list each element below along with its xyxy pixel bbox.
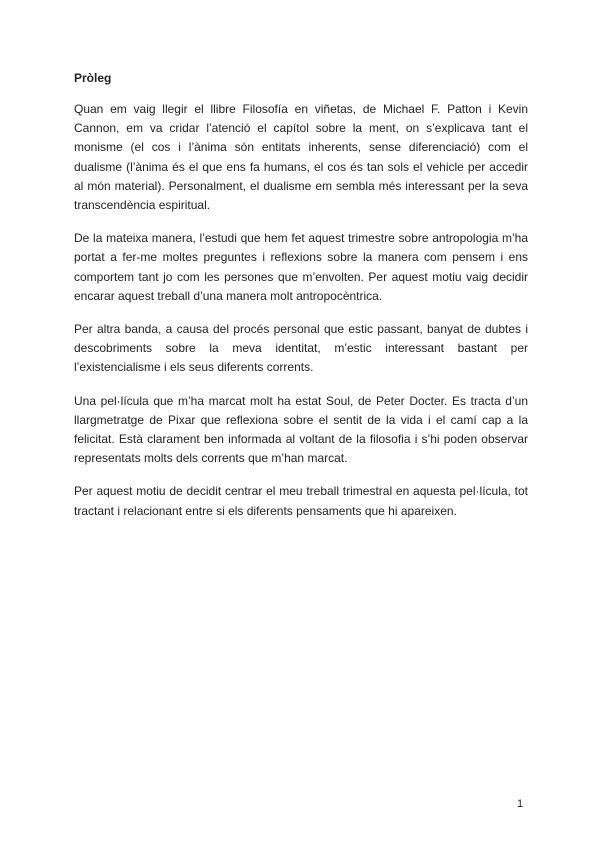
page-content bbox=[74, 70, 528, 535]
section-heading: Pròleg bbox=[74, 71, 112, 85]
paragraph-3: Per altra banda, a causa del procés personal que estic passant, banyat de dubtes i descobriments sobre la meva identitat, m’estic interessant bastant per l’existencialisme i els seus diferents corrents. bbox=[74, 322, 528, 375]
paragraph-1: Quan em vaig llegir el llibre Filosofía en viñetas, de Michael F. Patton i Kevin Cannon, em va cridar l’atenció el capítol sobre la ment, on s’explicava tant el monisme (el cos i l’ànima són entitats inherents, sense diferenciació) com el dualisme (l’ànima és el que ens fa humans, el cos és tan sols el vehicle per accedir al món material). Personalment, el dualisme em sembla més interessant per la seva transcendència espiritual. bbox=[74, 102, 528, 213]
paragraph-5: Per aquest motiu de decidit centrar el meu treball trimestral en aquesta pel·lícula, tot tractant i relacionant entre si els diferents pensaments que hi apareixen. bbox=[74, 484, 528, 518]
page-number: 1 bbox=[517, 798, 524, 810]
paragraph-4: Una pel·lícula que m’ha marcat molt ha estat Soul, de Peter Docter. Es tracta d’un llargmetratge de Pixar que reflexiona sobre el sentit de la vida i el camí cap a la felicitat. Està clarament ben informada al voltant de la filosofia i s’hi poden observar representats molts dels corrents que m’han marcat. bbox=[74, 393, 528, 466]
paragraph-2: De la mateixa manera, l’estudi que hem fet aquest trimestre sobre antropologia m’ha portat a fer-me moltes preguntes i reflexions sobre la manera com pensem i ens comportem tant jo com les persones que m’envolten. Per aquest motiu vaig decidir encarar aquest treball d’una manera molt antropocèntrica. bbox=[74, 231, 528, 303]
